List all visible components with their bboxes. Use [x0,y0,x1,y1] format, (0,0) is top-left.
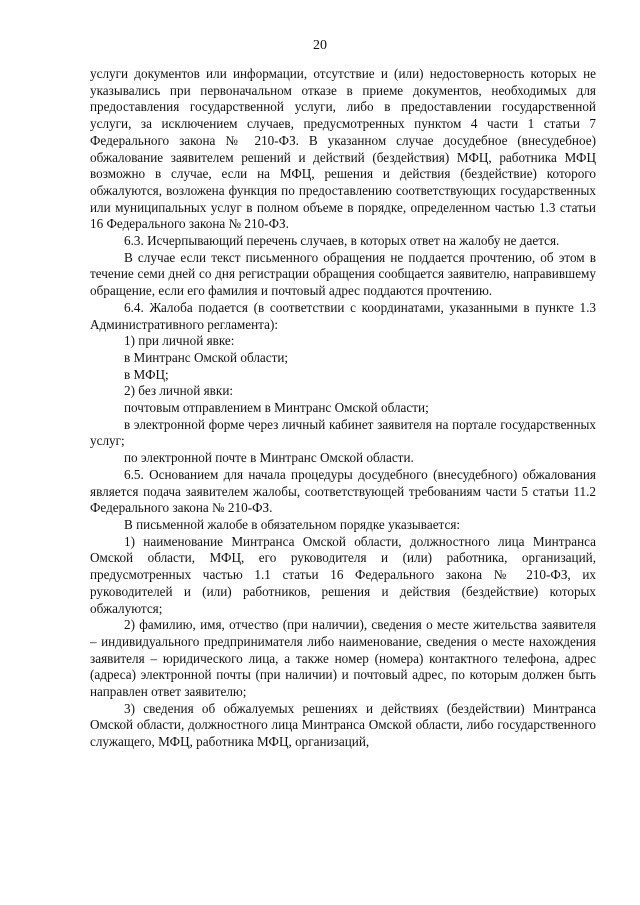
list-item-portal: в электронной форме через личный кабинет заявителя на портале государственных услуг; [90,416,596,449]
list-item-remote: 2) без личной явки: [124,383,234,399]
document-body [90,66,596,751]
list-item-2-applicant: 2) фамилию, имя, отчество (при наличии), сведения о месте жительства заявителя – индивидуального предпринимателя либо наименование, сведения о месте нахождения заявителя – юридического лица, а также номер (номера) контактного телефона, адрес (адреса) электронной почты (при наличии) и почтовый адрес, по которым должен быть направлен ответ заявителю; [90,617,596,700]
paragraph-mandatory-info: В письменной жалобе в обязательном порядке указывается: [124,516,461,532]
list-item-mfc: в МФЦ; [124,366,169,382]
list-item-email: по электронной почте в Минтранс Омской области. [124,450,414,466]
paragraph-6-3: 6.3. Исчерпывающий перечень случаев, в которых ответ на жалобу не дается. [124,233,560,249]
paragraph-6-5: 6.5. Основанием для начала процедуры досудебного (внесудебного) обжалования является подача заявителем жалобы, соответствующей требованиям части 5 статьи 11.2 Федерального закона № 210-ФЗ. [90,466,596,516]
paragraph-6-4: 6.4. Жалоба подается (в соответствии с координатами, указанными в пункте 1.3 Административного регламента): [90,299,596,332]
page-number: 20 [313,38,327,53]
paragraph-continuation: услуги документов или информации, отсутствие и (или) недостоверность которых не указывались при первоначальном отказе в приеме документов, необходимых для предоставления государственной услуги, либо в предоставлении государственной услуги, за исключением случаев, предусмотренных пунктом 4 части 1 статьи 7 Федерального закона № 210-ФЗ. В указанном случае досудебное (внесудебное) обжалование заявителем решений и действий (бездействия) МФЦ, работника МФЦ возможно в случае, если на МФЦ, решения и действия (бездействие) которого обжалуются, возложена функция по предоставлению соответствующих государственных или муниципальных услуг в полном объеме в порядке, определенном частью 1.3 статьи 16 Федерального закона № 210-ФЗ. [90,66,596,232]
list-item-in-person: 1) при личной явке: [124,333,235,349]
list-item-mintrans: в Минтранс Омской области; [124,349,289,365]
list-item-post: почтовым отправлением в Минтранс Омской области; [124,400,429,416]
paragraph-illegible-text: В случае если текст письменного обращения не поддается прочтению, об этом в течение семи дней со дня регистрации обращения сообщается заявителю, направившему обращение, если его фамилия и почтовый адрес поддаются прочтению. [90,249,596,299]
list-item-3-decisions: 3) сведения об обжалуемых решениях и действиях (бездействии) Минтранса Омской области, должностного лица Минтранса Омской области, либо государственного служащего, МФЦ, работника МФЦ, организаций, [90,700,596,750]
list-item-1-name: 1) наименование Минтранса Омской области, должностного лица Минтранса Омской области, МФЦ, его руководителя и (или) работника, организаций, предусмотренных частью 1.1 статьи 16 Федерального закона № 210-ФЗ, их руководителей и (или) работников, решения и действия (бездействие) которых обжалуются; [90,533,596,616]
